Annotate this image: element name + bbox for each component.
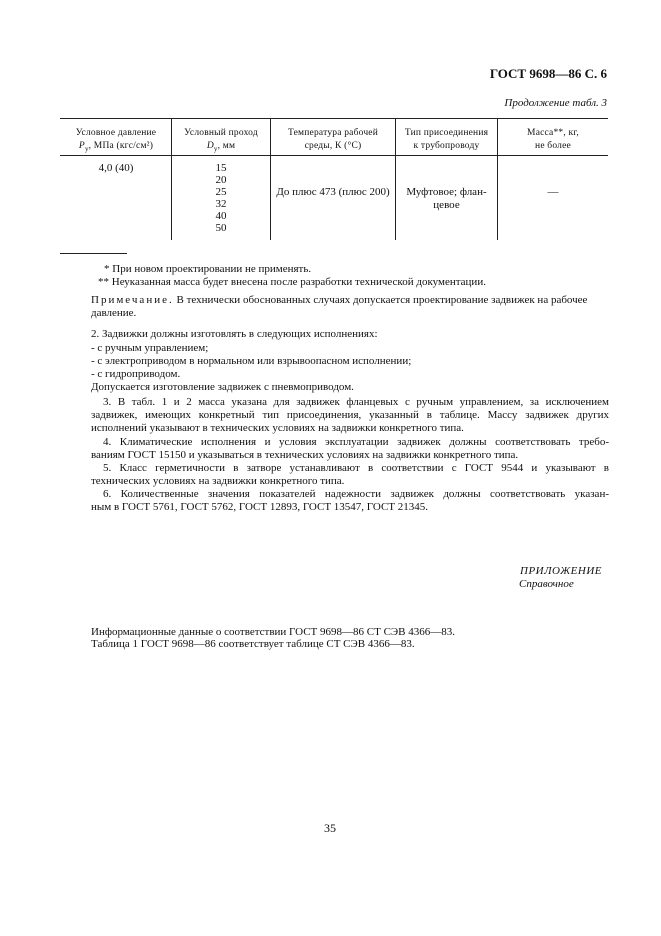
- cell-temperature: До плюс 473 (плюс 200): [276, 186, 390, 198]
- item-6-line-2: ным в ГОСТ 5761, ГОСТ 5762, ГОСТ 12893, ГОСТ 13547, ГОСТ 21345.: [91, 501, 429, 513]
- item-6-line-1: 6. Количественные значения показателей надежности задвижек должны соответствовать указан-: [103, 488, 609, 500]
- table-note: Примечание. В технически обоснованных случаях допускается проектирование задвижек на рабочее: [91, 294, 588, 306]
- column-header-diameter: Условный проход $D_y$, мм: [184, 128, 258, 153]
- page-header: ГОСТ 9698—86 С. 6: [489, 66, 607, 81]
- item-2-list-1: - с ручным управлением;: [91, 342, 209, 354]
- note-label: Примечание.: [91, 294, 174, 306]
- item-3-line-1: 3. В табл. 1 и 2 масса указана для задвижек фланцевых с ручным управлением, за исключением: [103, 396, 609, 408]
- cell-connection: Муфтовое; флан- цевое: [406, 186, 487, 211]
- item-3-line-3: исполнений указывают в технических условиях на задвижки конкретного типа.: [91, 422, 464, 434]
- footnote-2: ** Неуказанная масса будет внесена после разработки технической документации.: [98, 276, 486, 288]
- item-2: 2. Задвижки должны изготовлять в следующих исполнениях:: [91, 328, 378, 340]
- page-number: 35: [324, 821, 336, 835]
- item-4-line-1: 4. Климатические исполнения и условия эксплуатации задвижек должны соответствовать требо-: [103, 436, 609, 448]
- appendix-title: ПРИЛОЖЕНИЕ: [520, 565, 602, 577]
- cell-pressure: 4,0 (40): [98, 162, 134, 174]
- item-4-line-2: ваниям ГОСТ 15150 и указываться в технических условиях на задвижки конкретного типа.: [91, 449, 519, 461]
- appendix-line-1: Информационные данные о соответствии ГОСТ 9698—86 СТ СЭВ 4366—83.: [91, 626, 456, 638]
- column-header-temperature: Температура рабочей среды, К (°С): [288, 128, 378, 151]
- cell-diameters: 15 20 25 32 40 50: [215, 162, 227, 234]
- item-2-extra: Допускается изготовление задвижек с пневмоприводом.: [91, 381, 354, 393]
- item-3-line-2: задвижек, имеющих конкретный тип присоединения, указанный в таблице. Массу задвижек других: [91, 409, 609, 421]
- item-5-line-2: технических условиях на задвижки конкретного типа.: [91, 475, 345, 487]
- column-header-mass: Масса**, кг, не более: [527, 128, 579, 151]
- table-continuation: Продолжение табл. 3: [504, 97, 607, 109]
- table-note-cont: давление.: [91, 307, 137, 319]
- column-header-pressure: Условное давление $P_y$, МПа (кгс/см²): [75, 128, 157, 153]
- item-2-list-3: - с гидроприводом.: [91, 368, 181, 380]
- footnote-rule: [60, 253, 127, 254]
- item-2-list-2: - с электроприводом в нормальном или взрывоопасном исполнении;: [91, 355, 412, 367]
- item-5-line-1: 5. Класс герметичности в затворе устанавливают в соответствии с ГОСТ 9544 и указывают в: [103, 462, 609, 474]
- column-header-connection: Тип присоединения к трубопроводу: [404, 128, 489, 151]
- table-top-rule: [60, 118, 608, 119]
- appendix-subtitle: Справочное: [519, 578, 574, 590]
- footnote-1: * При новом проектировании не применять.: [104, 263, 312, 275]
- cell-mass: —: [547, 186, 559, 198]
- appendix-line-2: Таблица 1 ГОСТ 9698—86 соответствует таблице СТ СЭВ 4366—83.: [91, 638, 415, 650]
